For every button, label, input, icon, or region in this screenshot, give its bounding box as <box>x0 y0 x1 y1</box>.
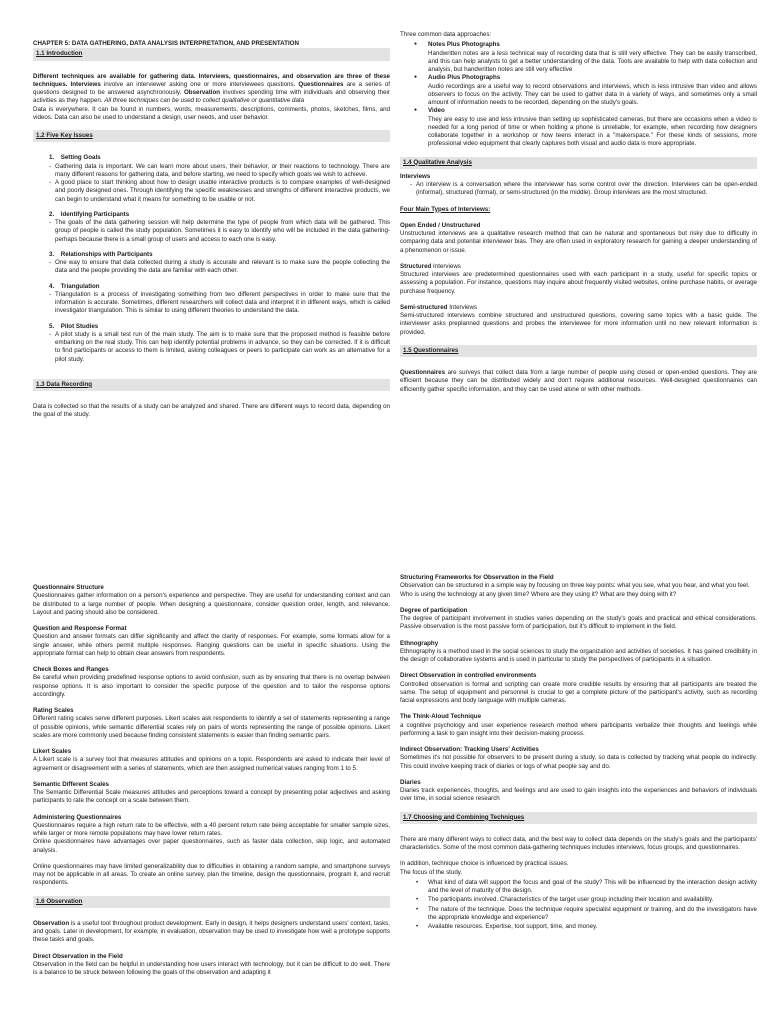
section-heading-five-key-issues: 1.2 Five Key Issues <box>33 130 390 142</box>
content-block: Diaries Diaries track experiences, thoughts, and feelings and are used to gain insights into the experiences and behaviors of individuals over time, in social science research <box>400 778 757 803</box>
choosing-text-3: The focus of the study. <box>400 868 463 876</box>
approaches-list <box>428 41 757 148</box>
list-item: ● Notes Plus Photographs Handwritten notes are a less technical way of recording data that is still very effective. They can be easily transcribed, and this can help analysts to get a better understanding of the data. Tools are available to help with data collection and analysis, but handwritten notes are still very effective <box>428 41 757 74</box>
list-item: ● Video They are easy to use and less intrusive than setting up sophisticated cameras, but there are occasions when a video is needed for a long period of time or when holding a phone is unreliable, for example, when recording how designers collaborate together in a workshop or how teens interact in a "makerspace." For these kinds of sessions, more professional video equipment that clearly captures both visual and audio data is more appropriate. <box>428 107 757 148</box>
structured-title: Structured Interviews <box>400 262 461 270</box>
approaches-title: Three common data approaches: <box>400 31 492 38</box>
section-heading-data-recording: 1.3 Data Recording <box>33 379 390 391</box>
key-issue-item: 4. Triangulation - Triangulation is a process of investigating something from two different perspectives in order to make sure that the information is accurate. Sometimes, different researchers will collect data and interpret it in different ways, which is called investigator triangulation. This is similar to using different theories to understand the data. <box>49 283 390 316</box>
four-types-title: Four Main Types of Interviews: <box>400 205 491 213</box>
data-recording-text: Data is collected so that the results of a study can be analyzed and shared. There are different ways to record data, depending on the goal of the study. <box>33 403 390 419</box>
field-observation-text: Observation in the field can be helpful in understanding how users interact with technology, but it can be difficult to do well. There is a balance to be struck between following the goals of the observation and adapting it <box>33 960 390 976</box>
key-issue-item: 3. Relationships with Participants - One way to ensure that data collected during a study is accurate and relevant is to make sure the people collecting the data and the people providing the data are familiar with each other. <box>49 251 390 276</box>
list-item: • The participants involved. Characteristics of the target user group including their location and availability. <box>428 896 757 904</box>
choosing-text-1: There are many different ways to collect data, and the best way to collect data depends on the study's goals and the participants' characteristics. Some of the most common data-gathering techniques includes interviews, focus groups, and questionnaires. <box>400 835 757 851</box>
questionnaires-text: Questionnaires are surveys that collect data from a large number of people using closed or open-ended questions. They are efficient because they can be distributed widely and don't require additional resources. Well-designed questionnaires can efficiently gather specific information, and they can be used alone or with other methods. <box>400 369 757 393</box>
content-block: Ethnography Ethnography is a method used in the social sciences to study the organization and activities of societies. It has gained credibility in the design of collaborative systems and is used in particular to study the perspectives of participants in a situation. <box>400 639 757 663</box>
section-heading-questionnaires: 1.5 Questionnaires <box>400 345 757 357</box>
open-ended-text: Unstructured interviews are a qualitative research method that can be natural and spontaneous but risky due to difficulty in comparing data and potential interviewer bias. They are often used in exploratory research for gaining a deeper understanding of a phenomenon or issue. <box>400 230 757 254</box>
structured-text: Structured interviews are predetermined questionnaires used with each participant in a study, useful for specific topics or assessing a population. For instance, questions may inquire about frequently visited websites, online purchase habits, or average purchase frequency. <box>400 271 757 295</box>
list-item: ● Audio Plus Photographs Audio recordings are a useful way to record observations and interviews, which is less intrusive than video and allows observers to focus on the activity. They can be used to gather data in a variety of ways, and sometimes only a small amount of information needs to be recorded, depending on the study's goals. <box>428 74 757 107</box>
content-block: Indirect Observation: Tracking Users' Activities Sometimes it's not possible for observers to be present during a study, so data is collected by tracking what people do indirectly. This could involve keeping track of diaries or logs of what people say and do. <box>400 746 757 770</box>
choosing-bullet-list <box>428 879 757 932</box>
intro-paragraph-2: Data is everywhere. It can be found in numbers, words, measurements, descriptions, comments, photos, sketches, films, and videos. Data can also be used to understand a design, user needs, and user behavior. <box>33 105 390 121</box>
column-top-right <box>400 31 757 394</box>
key-issue-item: 5. Pilot Studies - A pilot study is a small test run of the main study. The aim is to make sure that the proposed method is feasible before embarking on the real study. This can help identify potential problems in advance, so they can be corrected. If it is difficult to find participants or access to them is limited, asking colleagues or peers to participate can work as an alternative for a pilot study. <box>49 323 390 364</box>
content-block: The Think-Aloud Technique a cognitive psychology and user experience research method where participants verbalize their thoughts and feelings while performing a task to gain insight into their decision-making process. <box>400 713 757 737</box>
column-top-left <box>33 40 390 420</box>
interviews-label: Interviews <box>400 172 431 180</box>
semi-structured-title: Semi-structured Interviews <box>400 303 478 311</box>
content-block: Degree of participation The degree of participant involvement in studies varies depending on the study's goals and practical and ethical considerations. Passive observation is the most passive form of participation, but it's difficult to implement in the field. <box>400 606 757 631</box>
content-block: Check Boxes and Ranges Be careful when providing predefined response options to avoid confusion, such as by ensuring that there is no overlap between response options. It is also important to consider the specific purpose of the question and to tailor the response options accordingly. <box>33 666 390 698</box>
column-bottom-right <box>400 574 757 932</box>
section-heading-choosing-techniques: 1.7 Choosing and Combining Techniques <box>400 812 757 824</box>
content-block: Administering Questionnaires Questionnaires require a high return rate to be effective, with a 40 percent return rate being acceptable for smaller sample sizes, while larger or more remote populations may have lower return rates. Online questionnaires have advantages over paper questionnaires, such as faster data collection, skip logic, and automated analysis. Online questionnaires may have limited generalizability due to difficulties in obtaining a random sample, and smartphone surveys may not be applicable in all areas. To create an online survey, plan the timeline, design the questionnaire, program it, and recruit respondents. <box>33 813 390 887</box>
key-issue-item: 2. Identifying Participants - The goals of the data gathering session will help determine the type of people from which data will be gathered. This group of people is called the study population. Sometimes it is easy to identify who will be included in the data gathering-perhaps because there is a small group of users and access to each one is easy. <box>49 211 390 244</box>
content-block: Structuring Frameworks for Observation in the Field Observation can be structured in a simple way by focusing on three key points: what you see, what you hear, and what you feel. Who is using the technology at any given time? Where are they using it? What are they doing with it? <box>400 574 750 598</box>
column-bottom-left <box>33 584 390 977</box>
content-block: Semantic Different Scales The Semantic Differential Scale measures attitudes and perceptions toward a concept by presenting polar adjectives and asking participants to rate the concept on a scale between them. <box>33 780 390 805</box>
content-block: Rating Scales Different rating scales serve different purposes. Likert scales ask respondents to identify a set of statements representing a range of possible opinions, while semantic differential scales rely on pairs of words representing the range of possible opinions. Likert scales are more commonly used because finding consistent statements is easier than finding semantic pairs. <box>33 707 390 739</box>
chapter-title: CHAPTER 5: DATA GATHERING, DATA ANALYSIS INTERPRETATION, AND PRESENTATION <box>33 40 299 47</box>
content-block: Likert Scales A Likert scale is a survey tool that measures attitudes and opinions on a topic. Respondents are asked to indicate their level of agreement or disagreement with a series of statements, which are then assigned numerical values ranging from 1 to 5. <box>33 748 390 772</box>
list-item: • Available resources. Expertise, tool support, time, and money. <box>428 923 757 931</box>
interviews-text: - An interview is a conversation where the interviewer has some control over the direction. Interviews can be open-ended (informal), structured (formal), or semi-structured (in the middle). Group interviews are the most structured. <box>410 181 757 198</box>
content-block: Questionnaire Structure Questionnaires gather information on a person's experience and perspective. They are useful for understanding context and can be distributed to a large number of people. When designing a questionnaire, consider question order, length, and relevance. Layout and pacing should also be considered. <box>33 584 390 616</box>
list-item: • The nature of the technique. Does the technique require specialist equipment or training, and do the investigators have the appropriate knowledge and experience? <box>428 906 757 923</box>
intro-paragraph: Different techniques are available for gathering data. Interviews, questionnaires, and observation are three of these techniques. Interviews involve an interviewer asking one or more interviewees questions. Questionnaires are a series of questions designed to be answered asynchronously. Observation involves spending time with individuals and observing their activities as they happen. All three techniques can be used to collect qualitative or quantitative data <box>33 72 390 105</box>
content-block: Question and Response Format Question and answer formats can differ significantly and affect the clarity of responses. For example, some formats allow for a single answer, while others permit multiple responses. Ranging questions can be useful in specific situations. Using the appropriate format can help to obtain clear answers from respondents. <box>33 625 390 657</box>
content-block: Direct Observation in controlled environments Controlled observation is formal and scripting can create more credible results by ensuring that all participants are treated the same. The setup of equipment and personnel is crucial to get a complete picture of the participant's activity, such as recording facial expressions and body language with multiple cameras. <box>400 672 757 704</box>
open-ended-title: Open Ended / Unstructured <box>400 221 481 229</box>
section-heading-observation: 1.6 Observation <box>33 896 390 908</box>
semi-structured-text: Semi-structured interviews combine structured and unstructured questions, covering same topics with a basic guide. The interviewer asks preplanned questions and probes the interviewee for more information until no new relevant information is provided. <box>400 312 757 336</box>
key-issue-item: 1. Setting Goals - Gathering data is important. We can learn more about users, their behavior, or their reactions to technology. There are many different reasons for gathering data, and before starting, we need to specify which goals we wish to achieve. - A good place to start thinking about how to design usable interactive products is to compare examples of well-designed and poorly designed ones. Through identifying the specific weaknesses and strengths of different interactive products, we can begin to understand what it means for something to be usable or not. <box>49 154 390 204</box>
observation-text: Observation is a useful tool throughout product development. Early in design, it helps designers understand users' context, tasks, and goals. Later in development, for example, in evaluation, observation may be used to investigate how well a prototype supports these tasks and goals. <box>33 919 390 944</box>
field-observation-title: Direct Observation in the Field <box>33 952 123 960</box>
section-heading-qualitative-analysis: 1.4 Qualitative Analysis <box>400 157 757 169</box>
list-item: • What kind of data will support the focus and goal of the study? This will be influenced by the interaction design activity and the level of maturity of the design. <box>428 879 757 896</box>
section-heading-introduction: 1.1 Introduction <box>33 48 390 60</box>
choosing-text-2: In addition, technique choice is influenced by practical issues. <box>400 860 569 868</box>
